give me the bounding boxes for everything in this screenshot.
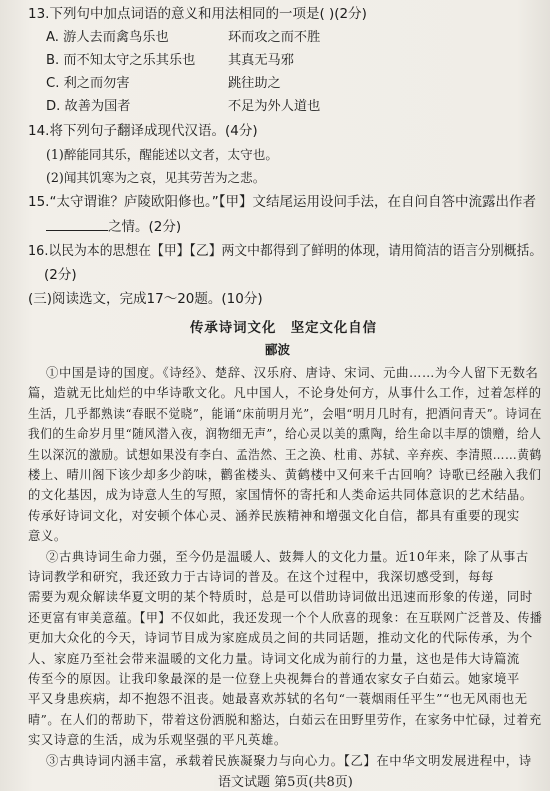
article-line: 诗词教学和研究，我还致力于古诗词的普及。在这个过程中，我深切感受到，每每 — [28, 570, 494, 584]
q13-option-c: C. 利之而勿害 — [46, 76, 130, 91]
article-author: 郦波 — [265, 342, 291, 357]
article-line: 我们的生命岁月里“随风潜入夜，润物细无声”，给心灵以美的熏陶，给生命以丰厚的馈赠，给人 — [28, 427, 542, 442]
article-line: 楼上、晴川阁下该少却多少韵味，鹳雀楼头、黄鹤楼中又何来千古回响？诗歌已经融入我们 — [28, 468, 542, 482]
q14-item-1: (1)醉能同其乐，醒能述以文者，太守也。 — [46, 147, 278, 162]
q13-option-c-compare: 跳往助之 — [228, 76, 281, 91]
article-line: ③古典诗词内涵丰富，承载着民族凝聚力与向心力。【乙】在中华文明发展进程中，诗 — [46, 753, 532, 768]
q13-option-b-compare: 其真无马邪 — [228, 53, 294, 68]
q13-option-a-compare: 环而攻之而不胜 — [228, 30, 321, 45]
answer-blank — [46, 218, 108, 231]
q13-option-d: D. 故善为国者 — [46, 99, 131, 114]
article-line: 还更富有审美意蕴。【甲】不仅如此，我还发现一个个人欣喜的现象：在互联网广泛普及、传播 — [28, 610, 543, 625]
q13-stem: 13.下列句中加点词语的意义和用法相同的一项是( )(2分) — [28, 6, 367, 22]
q14-stem: 14.将下列句子翻译成现代汉语。(4分) — [28, 123, 258, 139]
section-3-heading: (三)阅读选文，完成17～20题。(10分) — [28, 291, 263, 307]
article-line: 生以深沉的激励。试想如果没有李白、孟浩然、王之涣、杜甫、苏轼、辛弃疾、李清照……黄鹤 — [28, 447, 542, 462]
article-line: 人、家庭乃至社会带来温暖的文化力量。诗词文化成为前行的力量，这也是伟大诗篇流 — [28, 651, 520, 666]
article-line: 意义。 — [28, 529, 67, 544]
article-line: 更加大众化的今天，诗词节目成为家庭成员之间的共同话题，推动文化的代际传承，为个 — [28, 631, 533, 646]
q15-line2-text: 之情。(2分) — [108, 219, 182, 235]
article-line: ①中国是诗的国度。《诗经》、楚辞、汉乐府、唐诗、宋词、元曲……为今人留下无数名 — [46, 366, 539, 380]
article-line: 实又诗意的生活，成为乐观坚强的平凡英雄。 — [28, 733, 287, 748]
q13-option-a: A. 游人去而禽鸟乐也 — [46, 30, 169, 45]
article-line: 传承好诗词文化，对安顿个体心灵、涵养民族精神和增强文化自信，都具有重要的现实 — [28, 508, 520, 523]
article-title: 传承诗词文化 坚定文化自信 — [190, 320, 378, 336]
q15-line1: 15.“太守谓谁？庐陵欧阳修也。”【甲】文结尾运用设问手法，在自问自答中流露出作者 — [28, 194, 536, 210]
page-footer: 语文试题 第5页(共8页) — [214, 775, 357, 791]
q15-line2 — [46, 218, 181, 235]
q14-item-2: (2)闻其饥寒为之哀，见其劳苦为之悲。 — [46, 170, 266, 185]
article-line: 晴”。在人们的帮助下，带着这份洒脱和豁达，白茹云在田野里劳作，在家务中忙碌，过着充 — [28, 712, 542, 727]
article-line: ②古典诗词生命力强，至今仍是温暖人、鼓舞人的文化力量。近10年来，除了从事古 — [46, 549, 529, 564]
article-line: 传至今的原因。让我印象最深的是一位登上央视舞台的普通农家女子白茹云。她家境平 — [28, 672, 520, 686]
article-line: 平又身患疾病，却不抱怨不沮丧。她最喜欢苏轼的名句“一蓑烟雨任平生”“也无风雨也无 — [28, 692, 528, 707]
article-line: 需要为观众解读华夏文明的某个特质时，总是可以借助诗词做出迅速而形象的传递，同时 — [28, 590, 533, 605]
article-line: 篇，造就无比灿烂的中华诗歌文化。凡中国人，不论身处何方，从事什么工作，过着怎样的 — [28, 386, 542, 401]
q16-line2: (2分) — [44, 267, 77, 283]
article-line: 的文化基因，成为诗意人生的写照，家国情怀的寄托和人类命运共同体意识的艺术结晶。 — [28, 488, 533, 503]
q13-option-b: B. 而不知太守之乐其乐也 — [46, 53, 196, 68]
article-line: 生活，几乎都熟读“春眠不觉晓”，能诵“床前明月光”，会唱“明月几时有，把酒问青天”。诗词在 — [28, 406, 543, 421]
q13-option-d-compare: 不足为外人道也 — [228, 99, 321, 114]
q16-line1: 16.以民为本的思想在【甲】【乙】两文中都得到了鲜明的体现，请用简洁的语言分别概括。 — [28, 243, 543, 259]
